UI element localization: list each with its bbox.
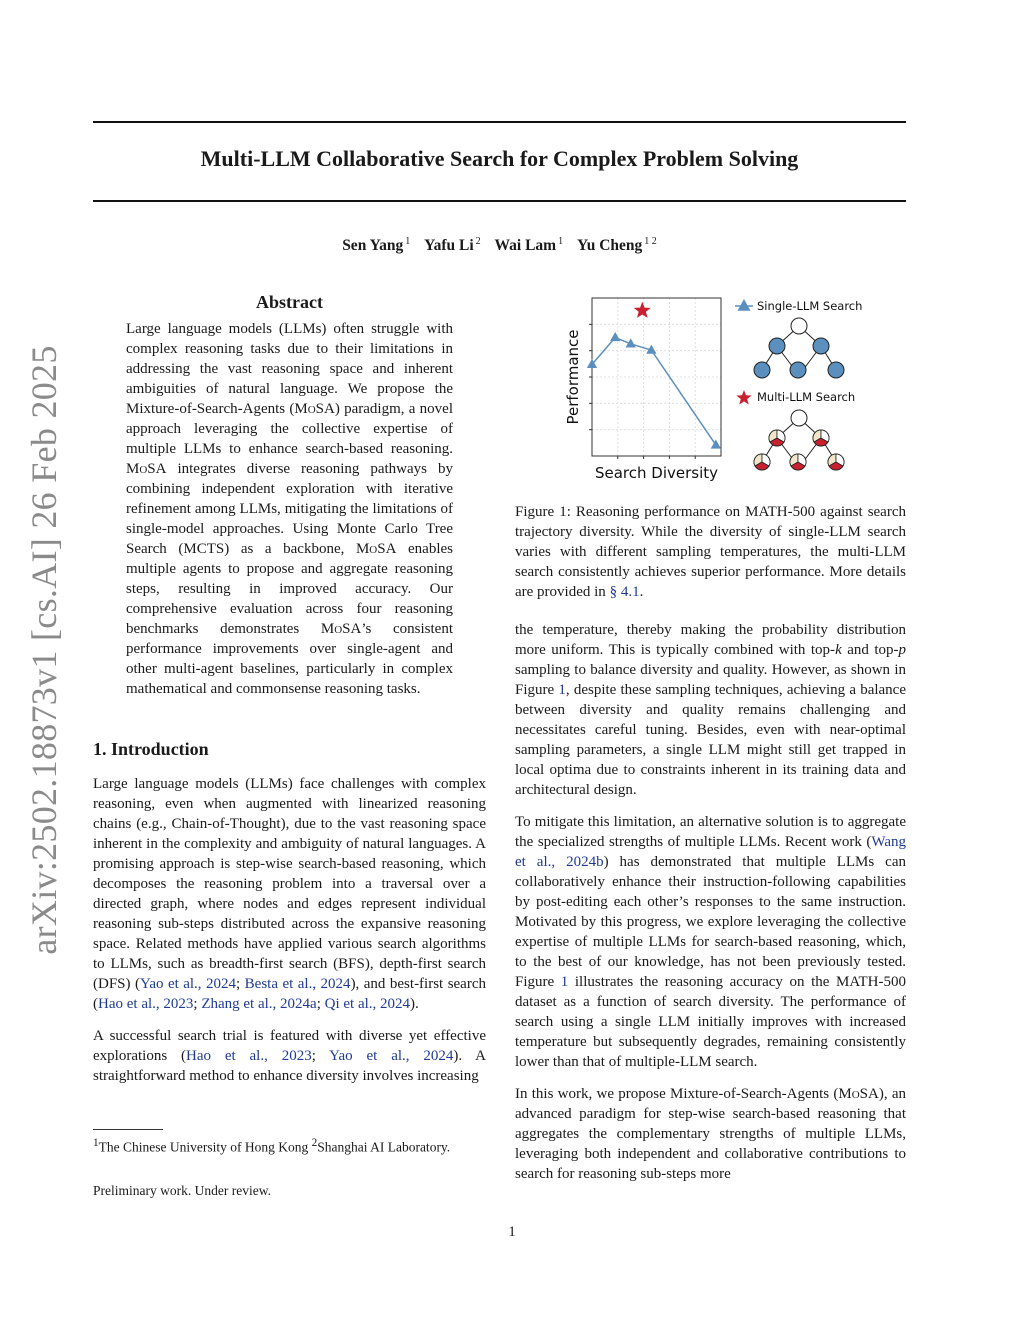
preliminary-note: Preliminary work. Under review.	[93, 1183, 271, 1198]
title-top-rule	[93, 121, 906, 123]
citation-link[interactable]: Hao et al., 2023	[98, 996, 194, 1012]
figure-ref-link[interactable]: 1	[558, 682, 566, 698]
multi-tree-root	[791, 410, 807, 426]
mosa-name: MoSA	[320, 621, 362, 637]
citation-link[interactable]: Besta et al., 2024	[244, 976, 351, 992]
figure-1-caption: Figure 1: Reasoning performance on MATH-500 against search trajectory diversity. While the diversity of single-LLM search varies with different sampling temperatures, the multi-LLM search consistently achieves superior performance. More details are provided in § 4.1.	[515, 504, 906, 600]
section-heading-introduction: 1. Introduction	[93, 739, 209, 759]
paper-title: Multi-LLM Collaborative Search for Complex Problem Solving	[200, 146, 799, 171]
legend-multi-label: Multi-LLM Search	[757, 390, 856, 404]
author-list	[93, 236, 906, 255]
section-ref-link[interactable]: § 4.1	[609, 584, 640, 600]
right-paragraph-1: the temperature, thereby making the probability distribution more uniform. This is typically combined with top-k and top-p sampling to balance diversity and quality. However, as shown in Figure 1, despite these sampling techniques, achieving a balance between diversity and quality remains challenging and necessitates careful tuning. Besides, even with near-optimal sampling parameters, a single LLM might still get trapped in local optima due to constraints inherent in its training data and architectural design.	[515, 622, 906, 798]
single-tree-leaf	[828, 362, 844, 378]
abstract-text: Large language models (LLMs) often struggle with complex reasoning tasks due to their limitations in addressing the vast reasoning space and inherent ambiguities of natural language. We propose the Mixture-of-Search-Agents (MoSA) paradigm, a novel approach leveraging the collective expertise of multiple LLMs to enhance search-based reasoning. MoSA integrates diverse reasoning pathways by combining independent exploration with iterative refinement among LLMs, mitigating the limitations of single-model approaches. Using Monte Carlo Tree Search (MCTS) as a backbone, MoSA enables multiple agents to propose and aggregate reasoning steps, resulting in improved accuracy. Our comprehensive evaluation across four reasoning benchmarks demonstrates MoSA’s consistent performance improvements over single-agent and other multi-agent baselines, particularly in complex mathematical and commonsense reasoning tasks.	[126, 321, 454, 697]
multi-llm-point	[634, 302, 651, 318]
legend-single-marker	[738, 300, 749, 310]
mosa-name: MoSA	[294, 401, 335, 417]
citation-link[interactable]: Zhang et al., 2024a	[201, 996, 317, 1012]
arxiv-stamp: arXiv:2502.18873v1 [cs.AI] 26 Feb 2025	[24, 345, 64, 955]
citation-link[interactable]: Qi et al., 2024	[324, 996, 411, 1012]
y-axis-label: Performance	[564, 329, 582, 425]
citation-link[interactable]: Hao et al., 2023	[186, 1048, 312, 1064]
citation-link[interactable]: Yao et al., 2024	[329, 1048, 454, 1064]
intro-paragraph-1: Large language models (LLMs) face challenges with complex reasoning, even when augmented with linearized reasoning chains (e.g., Chain-of-Thought), due to the vast reasoning space inherent in the complexity and ambiguity of natural languages. A promising approach is step-wise search-based reasoning, which decomposes the reasoning problem into a traversal over a directed graph, where nodes and edges represent individual reasoning sub-steps distributed across the expansive reasoning space. Related methods have applied various search algorithms to LLMs, such as breadth-first search (BFS), depth-first search (DFS) (Yao et al., 2024; Besta et al., 2024), and best-first search (Hao et al., 2023; Zhang et al., 2024a; Qi et al., 2024).	[93, 776, 486, 1012]
single-tree-leaf	[790, 362, 806, 378]
x-axis-label: Search Diversity	[594, 464, 719, 482]
intro-paragraph-2: A successful search trial is featured with diverse yet effective explorations (Hao et al., 2023; Yao et al., 2024). A straightforward method to enhance diversity involves increasing	[93, 1028, 486, 1084]
citation-link[interactable]: Yao et al., 2024	[139, 976, 237, 992]
single-tree-root	[791, 318, 807, 334]
legend-multi-marker	[736, 390, 751, 404]
mosa-name: MoSA	[126, 461, 167, 477]
author: Wai Lam $^1$	[494, 236, 564, 255]
author: Sen Yang $^1$	[342, 236, 411, 255]
figure-ref-link[interactable]: 1	[560, 974, 569, 990]
single-tree-node	[769, 338, 785, 354]
abstract-heading: Abstract	[256, 292, 323, 312]
figure-1-chart	[515, 290, 906, 490]
right-column	[515, 290, 906, 1184]
author: Yu Cheng $^{1 2}$	[576, 236, 657, 255]
right-paragraph-2: To mitigate this limitation, an alternative solution is to aggregate the specialized strengths of multiple LLMs. Recent work (Wang et al., 2024b) has demonstrated that multiple LLMs can collaboratively enhance their instruction-following capabilities by post-editing each other’s responses to the same instruction. Motivated by this progress, we explore leveraging the collective expertise of multiple LLMs for search-based reasoning, which, to the best of our knowledge, has not been previously tested. Figure 1 illustrates the reasoning accuracy on the MATH-500 dataset as a function of search diversity. The performance of search using a single LLM initially improves with increased temperature but subsequently degrades, remaining consistently lower than that of multiple-LLM search.	[515, 814, 906, 1070]
mosa-name: MoSA	[355, 541, 397, 557]
single-tree-node	[813, 338, 829, 354]
citation-link[interactable]: Wang et al., 2024b	[515, 834, 906, 870]
single-llm-point	[611, 333, 620, 341]
right-paragraph-3: In this work, we propose Mixture-of-Search-Agents (MoSA), an advanced paradigm for step-wise search-based reasoning that aggregates the complementary strengths of multiple LLMs, leveraging both independent and collaborative contributions to search for reasoning sub-steps more	[515, 1086, 906, 1182]
title-bottom-rule	[93, 200, 906, 202]
figure-1	[515, 290, 906, 490]
single-tree-leaf	[754, 362, 770, 378]
page-number: 1	[508, 1224, 516, 1240]
footnote-rule	[93, 1129, 163, 1130]
legend-single-label: Single-LLM Search	[757, 299, 863, 313]
footnote: $^1$The Chinese University of Hong Kong $^2$Shanghai AI Laboratory.	[93, 1129, 486, 1157]
left-column	[93, 290, 486, 1086]
author: Yafu Li $^2$	[424, 236, 481, 255]
mosa-name: MoSA	[838, 1086, 879, 1102]
